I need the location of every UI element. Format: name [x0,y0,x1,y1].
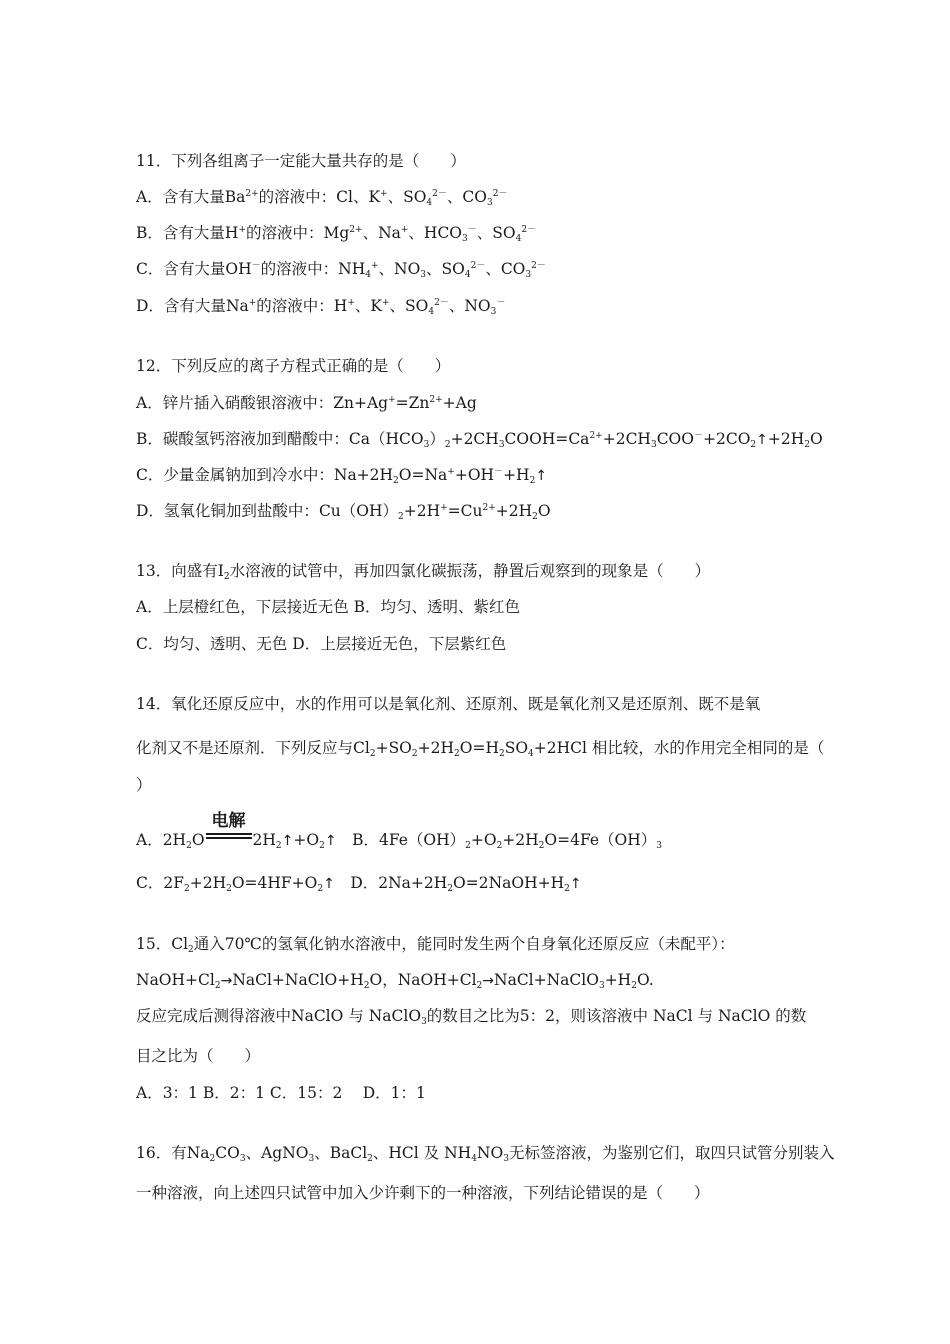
question-11-option-c: C．含有大量OH－的溶液中：$NH_4^+$、$NO_3$、$SO_4^{2-}$、$CO_3^{2-}$ [136,260,546,280]
question-15-line-3: 反应完成后测得溶液中NaClO 与 NaClO$_3$的数目之比为5：2，则该溶液中 NaCl 与 NaClO 的数 [136,1007,807,1027]
question-12-stem: 12．下列反应的离子方程式正确的是（ ） [136,357,451,375]
question-12-option-c: C．少量金属钠加到冷水中：$Na+2H_2O=Na^++OH^-+H_2↑$ [136,466,548,486]
question-11-option-a: A．含有大量$Ba^{2+}$的溶液中：Cl、K+、$SO_4^{2-}$、$CO_3^{2-}$ [136,188,508,208]
question-15-line-2: $NaOH+Cl_2\to NaCl+NaClO+H_2O$，$NaOH+Cl_2\to NaCl+NaClO_3+H_2O$. [136,971,654,991]
question-14-line-3: ） [136,776,152,794]
question-11-option-d: D．含有大量Na+的溶液中：H+、K+、$SO_4^{2-}$、$NO_3^-$ [136,297,506,317]
question-14-line-1: 14．氧化还原反应中，水的作用可以是氧化剂、还原剂、既是氧化剂又是还原剂、既不是氧 [136,695,761,713]
question-15-line-1: 15．$Cl_2$通入70℃的氢氧化钠水溶液中，能同时发生两个自身氧化还原反应（未配平）： [136,935,735,955]
question-11-option-b: B．含有大量H+的溶液中：$Mg^{2+}$、Na+、$HCO_3^-$、$SO_4^{2-}$ [136,224,537,244]
question-13-options-ab: A．上层橙红色，下层接近无色 B．均匀、透明、紫红色 [136,598,521,616]
question-14-line-2: 化剂又不是还原剂．下列反应与$Cl_2+SO_2+2H_2O=H_2SO_4+2HCl$ 相比较，水的作用完全相同的是（ [136,739,825,759]
question-12-option-b: B．碳酸氢钙溶液加到醋酸中：$Ca(HCO_3)_2+2CH_3COOH=Ca^{2+}+2CH_3COO^-+2CO_2↑+2H_2O$ [136,430,823,450]
question-15-options: A．3：1 B．2：1 C．15：2 D．1：1 [136,1084,426,1102]
question-14-options-ab: A．$2H_2O$ 电解 $2H_2↑+O_2↑$ B．$4Fe(OH)_2+O_2+2H_2O=4Fe(OH)_3$ [136,811,663,851]
question-13-stem: 13．向盛有$I_2$水溶液的试管中，再加四氯化碳振荡，静置后观察到的现象是（ ） [136,562,711,582]
question-12-option-d: D．氢氧化铜加到盐酸中：$Cu(OH)_2+2H^+=Cu^{2+}+2H_2O$ [136,502,551,522]
question-13-options-cd: C．均匀、透明、无色 D．上层接近无色，下层紫红色 [136,635,507,653]
question-16-line-2: 一种溶液，向上述四只试管中加入少许剩下的一种溶液，下列结论错误的是（ ） [136,1184,710,1202]
question-16-line-1: 16．有$Na_2CO_3$、AgNO$_3$、BaCl$_2$、HCl 及 $NH_4NO_3$无标签溶液，为鉴别它们，取四只试管分别装入 [136,1144,835,1164]
question-15-line-4: 目之比为（ ） [136,1047,261,1065]
electrolysis-condition: 电解 [206,825,252,845]
question-12-option-a: A．锌片插入硝酸银溶液中：$Zn+Ag^+=Zn^{2+}+Ag$ [136,394,477,412]
question-14-options-cd: C．$2F_2+2H_2O=4HF+O_2↑$ D．$2Na+2H_2O=2NaOH+H_2↑$ [136,874,582,894]
question-11-stem: 11．下列各组离子一定能大量共存的是（ ） [136,152,466,170]
